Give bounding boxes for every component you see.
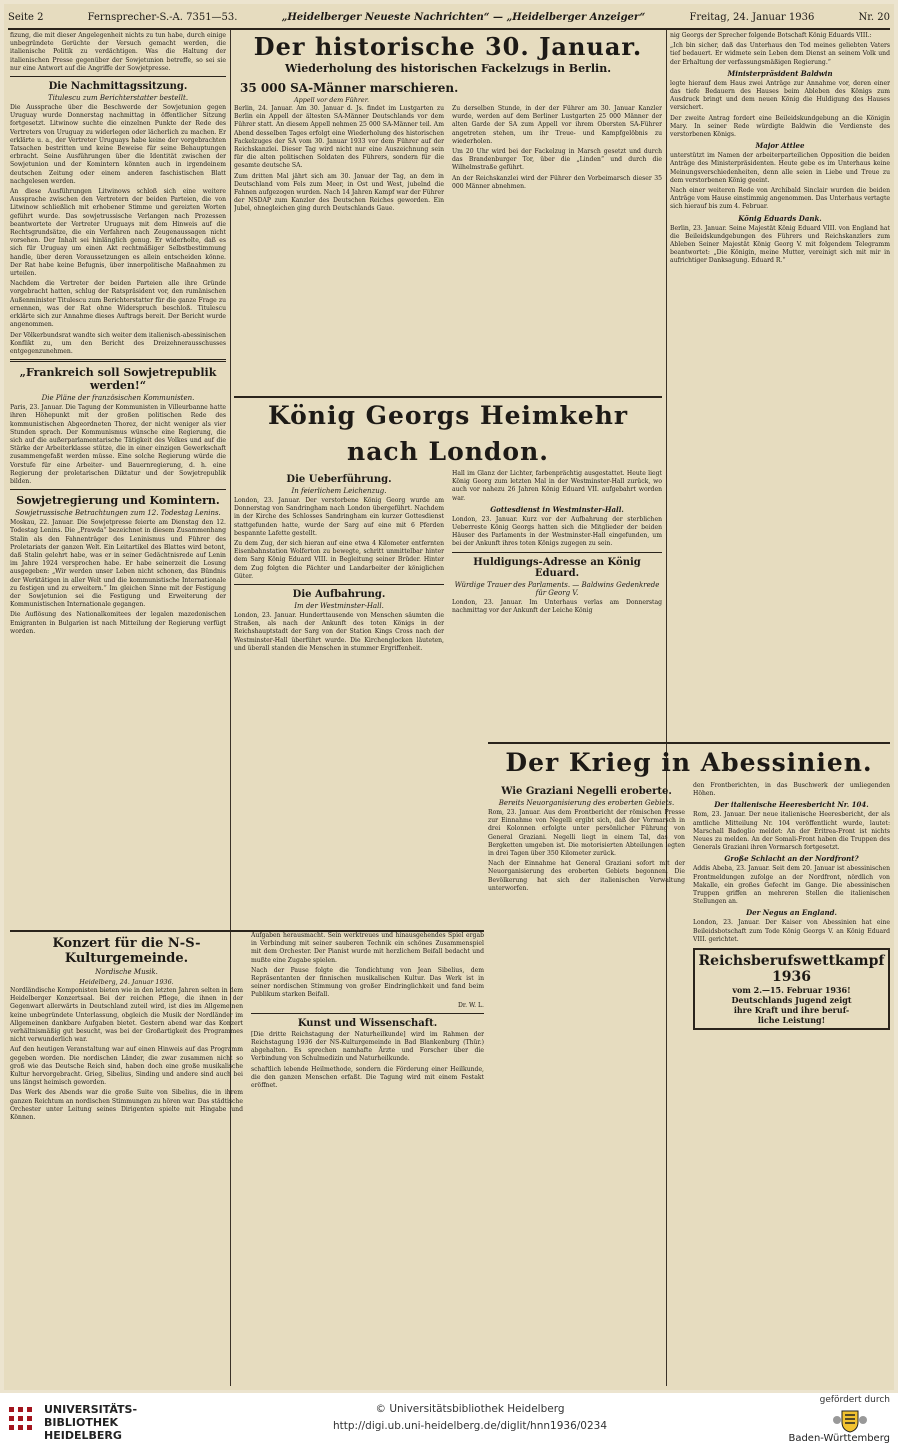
headline-sa: 35 000 SA-Männer marschieren. bbox=[240, 81, 459, 95]
article-text: London, 23. Januar. Im Unterhaus verlas am Donnerstag nachmittag vor der Ankunft der Leiche König bbox=[452, 598, 662, 614]
library-name-line: HEIDELBERG bbox=[44, 1429, 122, 1442]
headline-nachmittag: Die Nachmittagssitzung. bbox=[48, 81, 188, 93]
newspaper-page bbox=[4, 4, 894, 1390]
subheadline: Gottesdienst in Westminster-Hall. bbox=[490, 504, 624, 514]
headline-frankreich: „Frankreich soll Sowjetrepublik werden!“ bbox=[19, 366, 217, 393]
subheadline: Wiederholung des historischen Fackelzugs in Berlin. bbox=[284, 62, 612, 75]
subheadline: Große Schlacht an der Nordfront? bbox=[724, 854, 859, 864]
issue-number: Nr. 20 bbox=[858, 11, 890, 23]
article-text: London, 23. Januar. Kurz vor der Aufbahrung der sterblichen Ueberreste König Georgs hatten sich die Mitglieder der beiden Häuser des Parlaments in der Westminster-Hall eingefunden, um bei der Ankunft ihres toten Königs zugegen zu sein. bbox=[452, 515, 662, 548]
article-text: legte hierauf dem Haus zwei Anträge zur Annahme vor, deren einer das tiefe Bedauern des Hauses beim Ableben des Königs zum Ausdruck bringt und dem neuen König die Huldigung des Hauses versichert. bbox=[670, 79, 890, 112]
newspaper-name: „Heidelberger Neueste Nachrichten“ — „Heidelberger Anzeiger“ bbox=[281, 11, 646, 23]
copyright-text: © Universitätsbibliothek Heidelberg bbox=[375, 1403, 565, 1415]
subheadline: Der italienische Heeresbericht Nr. 104. bbox=[714, 800, 869, 810]
ad-title: Reichsberufswettkampf 1936 bbox=[698, 953, 885, 986]
baden-wuerttemberg-crest-icon bbox=[832, 1408, 868, 1434]
funded-by-label: gefördert durch bbox=[819, 1395, 890, 1405]
article-text: London, 23. Januar. Hunderttausende von Menschen säumten die Straßen, als nach der Ankunft des toten Königs in der Reichshauptstadt der Sarg von der Station Kings Cross nach der Westminster-Hall überführt wurde. Die Kirchenglocken läuteten, und überall standen die Menschen in stummer Ergriffenheit. bbox=[234, 612, 444, 652]
ad-line: vom 2.—15. Februar 1936! bbox=[732, 985, 851, 996]
subheadline: In feierlichem Leichenzug. bbox=[291, 487, 387, 495]
headline-aufbahrung: Die Aufbahrung. bbox=[292, 589, 386, 601]
subheadline: Titulescu zum Berichterstatter bestellt. bbox=[47, 94, 189, 103]
article-text: Paris, 23. Januar. Die Tagung der Kommunisten in Villeurbanne hatte ihren Höhepunkt mit der großen politischen Rede des kommunistischen Abgeordneten Thorez, der nicht weniger als vier Stunden sprach. Der Kommunismus wünsche eine Regierung, die sich auf die außerparlamentarische Tätigkeit des Volkes und auf die Stärke der Arbeiterklasse stütze, die in einer einzigen Gewerkschaft zusammengefaßt werden müsse. Eine solche Regierung würde die Vorstufe für eine Arbeiter- und Bauernregierung, d. h. eine Regierung der proletarischen Diktatur und der Sowjetrepublik bilden. bbox=[10, 404, 226, 485]
advertisement-reichsberufswettkampf bbox=[693, 948, 890, 1030]
library-name-line: BIBLIOTHEK bbox=[44, 1416, 119, 1429]
article-text: Nach der Pause folgte die Tondichtung von Jean Sibelius, dem Repräsentanten der finnischen musikalischen Kultur. Das Werk ist in seiner nordischen Stimmung von großer Eindringlichkeit und fand beim Publikum starken Beifall. bbox=[251, 966, 484, 999]
article-text: London, 23. Januar. Der Kaiser von Abessinien hat eine Beileidsbotschaft zum Tode König Georgs V. an König Eduard VIII. gerichtet. bbox=[693, 919, 890, 943]
library-name-line: UNIVERSITÄTS- bbox=[44, 1403, 138, 1416]
article-text: Zum dritten Mal jährt sich am 30. Januar der Tag, an dem in Deutschland vom Fels zum Meer, in Ost und West, jubelnd die Fahnen aufgezogen wurden. Nach 14 Jahren Kampf war der Führer der NSDAP zum Kanzler des Deutschen Reiches geworden. Ein Jubel, ohnegleichen ging durch Deutschlands Gaue. bbox=[234, 172, 444, 213]
headline-ueberfuehrung: Die Ueberführung. bbox=[286, 474, 392, 485]
headline-kunst: Kunst und Wissenschaft. bbox=[297, 1017, 438, 1029]
article-konzert bbox=[10, 930, 484, 1382]
subheadline: Major Attlee bbox=[755, 141, 805, 151]
article-text: fizung, die mit dieser Angelegenheit nichts zu tun habe, durch einige unbegründete Gerüchte der Versuch gemacht werden, die italienische Politik zu verdächtigen. Was die Haltung der italienischen Presse gegenüber der Sowjetunion betreffe, so sei sie nur eine Antwort auf die Angriffe der Sowjetpresse. bbox=[10, 32, 226, 72]
article-text: [Die dritte Reichstagung der Naturheilkunde] wird im Rahmen der Reichstagung 1936 der NS-Kulturgemeinde in Bad Blankenburg (Thür.) abgehalten. Es sprechen namhafte Ärzte und Forscher über die Verbindung von Schulmedizin und Naturheilkunde. bbox=[251, 1030, 484, 1063]
headline-koenig-georg: König Georgs Heimkehr nach London. bbox=[267, 401, 629, 466]
column-right bbox=[670, 32, 890, 737]
subheadline: Nordische Musik. bbox=[95, 968, 158, 976]
article-text: Zu derselben Stunde, in der der Führer am 30. Januar Kanzler wurde, werden auf dem Berliner Lustgarten 25 000 Männer der alten Garde der SA zum Appell vor ihrem Obersten SA-Führer angetreten stehen, um ihr Treue- und Kampfgelöbnis zu wiederholen. bbox=[452, 105, 662, 145]
ad-line: Deutschlands Jugend zeigt bbox=[731, 995, 852, 1006]
ad-line: liche Leistung! bbox=[757, 1015, 826, 1026]
headline-huldigung: Huldigungs-Adresse an König Eduard. bbox=[473, 556, 641, 579]
article-text: Der zweite Antrag fordert eine Beileidskundgebung an die Königin Mary. In seiner Rede würdigte Baldwin die Verdienste des verstorbenen Königs. bbox=[670, 114, 890, 139]
permalink[interactable]: http://digi.ub.uni-heidelberg.de/diglit/hnn1936/0234 bbox=[332, 1420, 608, 1432]
article-text: Berlin, 23. Januar. Seine Majestät König Eduard VIII. von England hat die Beileidskundgebungen des Führers und Reichskanzlers zum Ableben Seiner Majestät König Georg V. mit folgendem Telegramm beantwortet: „Die Königin, meine Mutter, vereinigt sich mit mir in aufrichtiger Danksagung. Eduard R.“ bbox=[670, 224, 890, 265]
headline-sowjet: Sowjetregierung und Komintern. bbox=[16, 494, 220, 508]
headline-konzert: Konzert für die N-S-Kulturgemeinde. bbox=[52, 936, 201, 966]
headline-30-januar: Der historische 30. Januar. bbox=[253, 32, 643, 61]
article-text: An der Reichskanzlei wird der Führer den Vorbeimarsch dieser 35 000 Männer abnehmen. bbox=[452, 174, 662, 190]
article-text: schaftlich lebende Heilmethode, sondern die Förderung einer Heilkunde, die den ganzen Menschen erfaßt. Die Tagung wird mit einem Festakt eröffnet. bbox=[251, 1065, 484, 1090]
article-text: Addis Abeba, 23. Januar. Seit dem 20. Januar ist abessinischen Frontmeldungen zufolge an der Nordfront, nördlich von Makalle, ein großes Gefecht im Gange. Die abessinischen Truppen griffen an mehreren Stellen die italienischen Stellungen an. bbox=[693, 865, 890, 906]
headline-krieg: Der Krieg in Abessinien. bbox=[505, 748, 873, 777]
subheadline: Appell vor dem Führer. bbox=[294, 96, 370, 104]
subheadline: Bereits Neuorganisierung des eroberten Gebiets. bbox=[498, 799, 675, 807]
article-text: Das Werk des Abends war die große Suite von Sibelius, die in ihrem ganzen Reichtum an nordischen Stimmungen zu hören war. Das städtische Orchester unter Leitung seines Dirigenten spielte mit Hingabe und Können. bbox=[10, 1089, 243, 1122]
article-text: Die Aussprache über die Beschwerde der Sowjetunion gegen Uruguay wurde Donnerstag nachmittag in öffentlicher Sitzung fortgesetzt. Litwinow suchte die einzelnen Punkte der Rede des Vertreters von Uruguay zu widerlegen oder lächerlich zu machen. Er erklärte u. a., der Vertreter Uruguays habe keine der vorgebrachten Tatsachen bestritten und keine Beweise für seine Behauptungen erbracht. Seine Ausführungen über die Identität zwischen der Sowjetunion und der Komintern könnten auch in irgendeinem deutschen Zeitung oder einem anderen faschistischen Blatt nachgelesen werden. bbox=[10, 104, 226, 185]
article-text: An diese Ausführungen Litwinows schloß sich eine weitere Aussprache zwischen den Vertretern der beiden Parteien, die von Litwinow schließlich mit erhobener Stimme und gereizten Worten geführt wurde. Das sowjetrussische Verlangen nach Prozessen beantwortete der Vertreter Uruguays mit dem Hinweis auf die Rechtsgrundsätze, die ein Verfahren nach Zeugenaussagen nicht vorsehen. Der Inhalt sei hinlänglich genug. Er widerholte, daß es sich für Uruguay um einen Akt rechtmäßiger Selbstbestimmung handle, über deren Voraussetzungen es allein entscheiden könne. Der Rat habe keine Befugnis, über innerpolitische Maßnahmen zu urteilen. bbox=[10, 188, 226, 278]
headline-graziani: Wie Graziani Negelli eroberte. bbox=[501, 786, 672, 797]
university-library-logo-icon bbox=[6, 1403, 36, 1437]
article-text: Berlin, 24. Januar. Am 30. Januar d. Js. findet im Lustgarten zu Berlin ein Appell der ältesten SA-Männer Deutschlands vor dem Führer statt. An diesem Appell nehmen 25 000 SA-Männer teil. Am Abend desselben Tages erfolgt eine Wiederholung des historischen Fackelzuges der SA vom 30. Januar 1933 vor dem Führer auf der Reichskanzlei. Dieser Tag wird nicht nur eine Auszeichnung sein für die alten politischen Soldaten des Führers, sondern für die gesamte deutsche SA. bbox=[234, 105, 444, 170]
masthead bbox=[8, 6, 890, 30]
subheadline: Ministerpräsident Baldwin bbox=[727, 68, 833, 78]
subheadline: Sowjetrussische Betrachtungen zum 12. Todestag Lenins. bbox=[15, 509, 221, 518]
article-text: nig Georgs der Sprecher folgende Botschaft König Eduards VIII.: bbox=[670, 32, 872, 39]
article-text: Nach der Einnahme hat General Graziani sofort mit der Neuorganisierung des eroberten Gebiets begonnen. Die Bevölkerung hat sich der italienischen Verwaltung unterworfen. bbox=[488, 860, 685, 892]
phone-number: Fernsprecher-S.-A. 7351—53. bbox=[87, 11, 238, 23]
article-text: Aufgaben herausmacht. Sein werktreues und hinausgehendes Spiel ergab in Verbindung mit seiner sauberen Technik ein schönes Zusammenspiel mit dem Orchester. Der Pianist wurde mit herzlichem Beifall bedacht und mußte eine Zugabe spielen. bbox=[251, 932, 484, 964]
column-left bbox=[10, 32, 226, 927]
copyright-block bbox=[320, 1401, 620, 1435]
subheadline: Die Pläne der französischen Kommunisten. bbox=[41, 394, 195, 403]
article-text: Die Auflösung des Nationalkomitees der legalen mazedonischen Emigranten in Bulgarien ist nach Mitteilung der Regierung verfügt worden. bbox=[10, 611, 226, 635]
article-text: Rom, 23. Januar. Der neue italienische Heeresbericht, der als amtliche Mitteilung Nr. 104 veröffentlicht wurde, lautet: Marschall Badoglio meldet: An der Eritrea-Front ist nichts Neues zu melden. An der Somali-Front haben die Truppen des Generals Graziani ihren Vormarsch fortgesetzt. bbox=[693, 811, 890, 852]
article-text: Hall im Glanz der Lichter, farbenprächtig ausgestattet. Heute liegt König Georg zum letzten Mal in der Westminster-Hall zurück, wo auch vor nahezu 26 Jahren König Eduard VII. aufgebahrt worden war. bbox=[452, 470, 662, 502]
subheadline: König Eduards Dank. bbox=[738, 213, 822, 223]
article-text: Zu dem Zug, der sich hieran auf eine etwa 4 Kilometer entfernten Eisenbahnstation Wolferton zu bewegte, schritt unmittelbar hinter dem Sarg König Eduard VIII. in Begleitung seiner Brüder. Hinter dem Zug folgten die Pächter und Landarbeiter der königlichen Güter. bbox=[234, 540, 444, 580]
footer bbox=[0, 1393, 898, 1449]
subheadline: Der Negus an England. bbox=[746, 908, 837, 918]
dateline: Heidelberg, 24. Januar 1936. bbox=[79, 978, 174, 986]
article-text: Nach einer weiteren Rede von Archibald Sinclair wurden die beiden Anträge vom Hause einstimmig angenommen. Das Unterhaus vertagte sich hierauf bis zum 4. Februar. bbox=[670, 187, 890, 211]
subheadline: Im der Westminster-Hall. bbox=[294, 602, 384, 611]
ad-line: ihre Kraft und ihre beruf- bbox=[733, 1005, 850, 1016]
article-text: Rom, 23. Januar. Aus dem Frontbericht der römischen Presse zur Einnahme von Negelli ergibt sich, daß der Vormarsch in drei Kolonnen erfolgte unter persönlicher Führung von General Graziani. Negelli liegt in einem Tal, das von Bergketten umgeben ist. Die motorisierten Abteilungen legten in drei Tagen über 350 Kilometer zurück. bbox=[488, 809, 685, 858]
page-number: Seite 2 bbox=[8, 11, 44, 23]
article-text: „Ich bin sicher, daß das Unterhaus den Tod meines geliebten Vaters tief bedauert. Er widmete sein Leben dem Dienst an seinem Volk und der Erhaltung der verfassungsmäßigen Regierung.“ bbox=[670, 42, 890, 66]
article-krieg-abessinien bbox=[488, 742, 890, 1380]
article-text: Auf den heutigen Veranstaltung war auf einen Hinweis auf das Programm gegeben worden. Die nordischen Länder, die zwar zusammen nicht so groß wie das Deutsche Reich sind, haben doch eine große musikalische Kultur hervorgebracht. Grieg, Sibelius, Sinding und andere sind auch bei uns längst heimisch geworden. bbox=[10, 1046, 243, 1087]
issue-date: Freitag, 24. Januar 1936 bbox=[689, 11, 815, 23]
funder-name: Baden-Württemberg bbox=[788, 1433, 890, 1444]
article-30-januar bbox=[234, 32, 662, 392]
article-text: Nachdem die Vertreter der beiden Parteien alle ihre Gründe vorgebracht hatten, schlug der Ratspräsident vor, den rumänischen Außenminister Titulescu zum Berichterstatter für die ganze Frage zu ernennen, was der Rat ohne Widerspruch beschloß. Titulescu erklärte sich zur Annahme dieses Auftrags bereit. Der Bericht wurde angenommen. bbox=[10, 280, 226, 329]
article-text: Moskau, 22. Januar. Die Sowjetpresse feierte am Dienstag den 12. Todestag Lenins. Die „Prawda“ bezeichnet in diesem Zusammenhang Stalin als den Fahnenträger des Leninismus und Führer des Proletariats der ganzen Welt. Ein Leitartikel des Blattes wird betont, daß Stalin gelehrt habe, was er in seiner Gedächtnisrede auf Lenin im Jahre 1924 versprochen habe. Er habe seinerzeit die Losung ausgegeben: „Wir werden unser Leben nicht schonen, das Bündnis der Werktätigen in aller Welt und die kommunistische Internationale zu festigen und zu erweitern.“ Im gleichen Sinne mit der Festigung der Sowjetunion sei die Festigung und Erweiterung der Kommunistischen Internationale gegangen. bbox=[10, 519, 226, 609]
article-text: unterstützt im Namen der arbeiterparteilichen Opposition die beiden Anträge des Ministerpräsidenten. Heute gebe es im Unterhaus keine Meinungsverschiedenheiten, denn alle seien in Liebe und Treue zu dem verstorbenen König geeint. bbox=[670, 152, 890, 184]
author-signature: Dr. W. L. bbox=[457, 1001, 484, 1009]
subheadline: Würdige Trauer des Parlaments. — Baldwins Gedenkrede für Georg V. bbox=[454, 580, 660, 597]
library-name bbox=[44, 1403, 137, 1442]
article-text: London, 23. Januar. Der verstorbene König Georg wurde am Donnerstag von Sandringham nach London übergeführt. Nachdem in der Kirche des Schlosses Sandringham ein kurzer Gottesdienst stattgefunden hatte, wurde der Sarg auf eine mit 6 Pferden bespannte Lafette gestellt. bbox=[234, 497, 444, 537]
article-text: den Frontberichten, in das Buschwerk der umliegenden Höhen. bbox=[693, 782, 890, 798]
article-text: Der Völkerbundsrat wandte sich weiter dem italienisch-abessinischen Konflikt zu, um den Bericht des Dreizehnerausschusses entgegenzunehmen. bbox=[10, 331, 226, 355]
article-text: Um 20 Uhr wird bei der Fackelzug in Marsch gesetzt und durch das Brandenburger Tor, über die „Linden“ und durch die Wilhelmstraße geführt. bbox=[452, 148, 662, 172]
article-text: Nordländische Komponisten bieten wie in den letzten Jahren selten in dem Heidelberger Konzertsaal. Bei der reichen Pflege, die ihnen in der Gegenwart allerwärts in Deutschland zuteil wird, ist dies im Allgemeinen keine unbegründete Unterlassung, obgleich die Musik der Nordländer im Allgemeinen dankbare Aufgaben bietet. Gestern abend war das Konzert verhältnismäßig gut besucht, was bei der Großartigkeit des Programmes nicht verwunderlich war. bbox=[10, 987, 243, 1044]
